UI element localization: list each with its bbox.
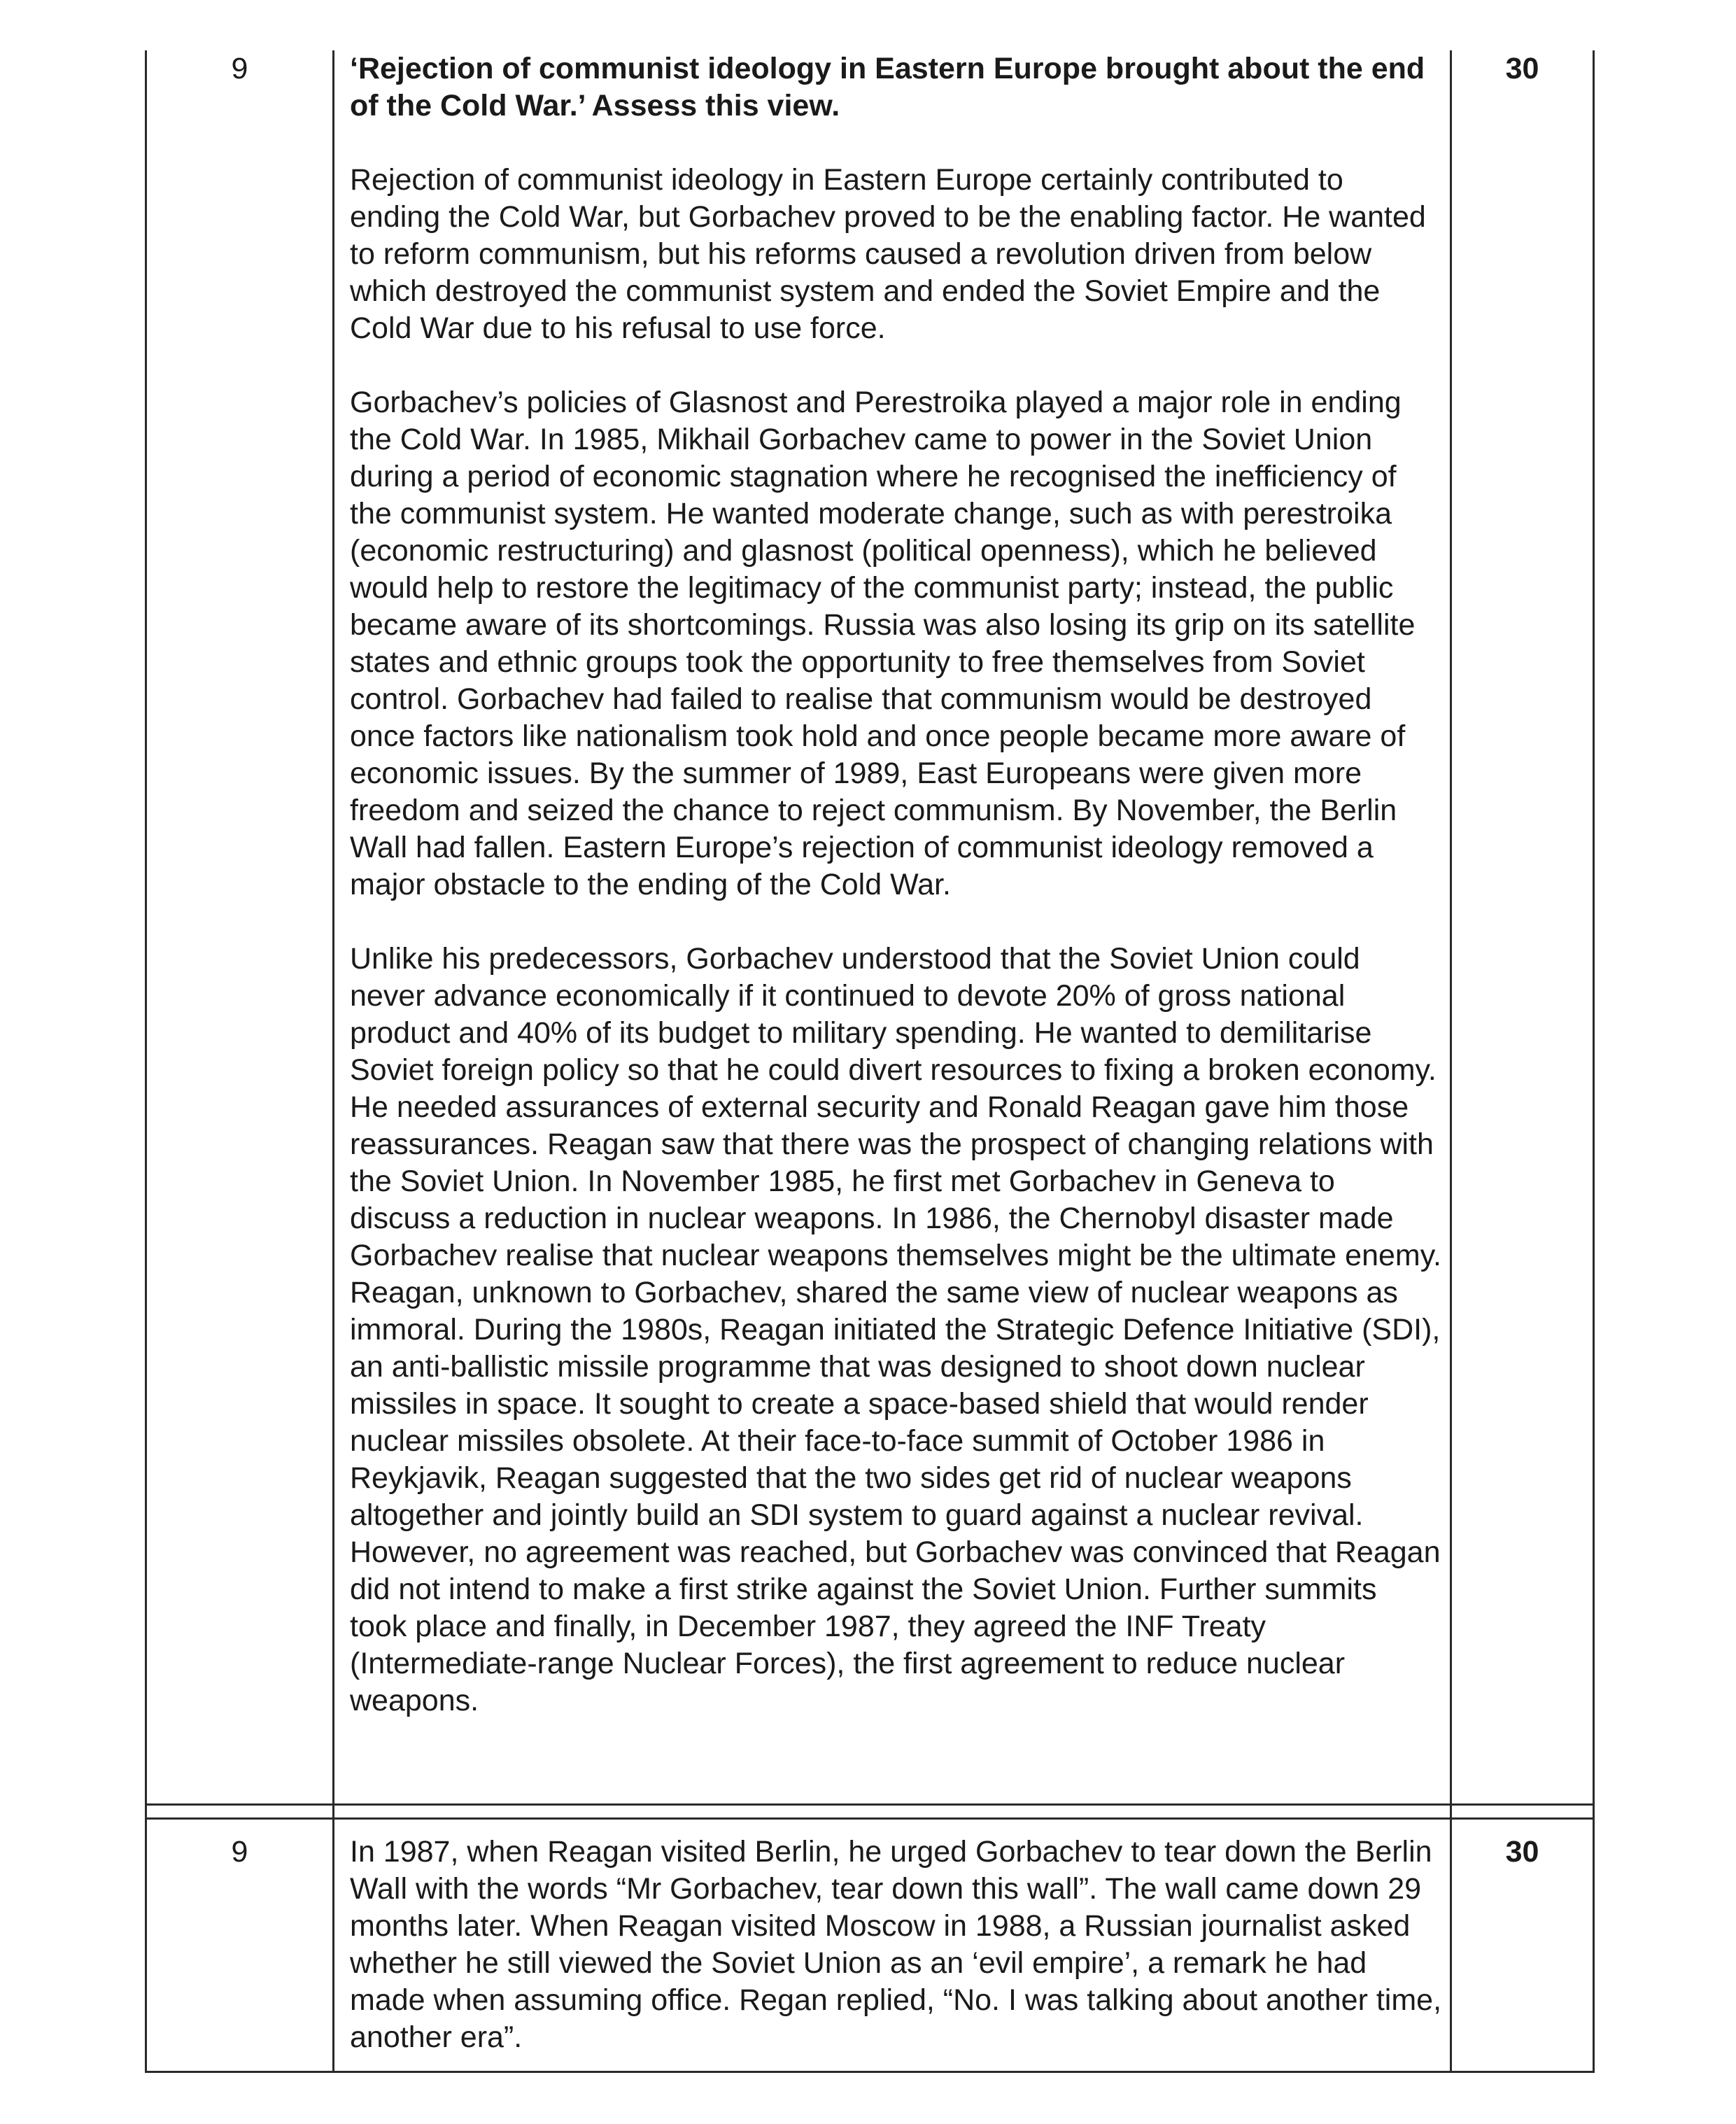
column-divider <box>332 1806 334 1817</box>
mark-scheme-row <box>145 1817 1595 2073</box>
answer-paragraph: Unlike his predecessors, Gorbachev understood that the Soviet Union could never advance economically if it continued to devote 20% of gross national product and 40% of its budget to military spending. He wanted to demilitarise Soviet foreign policy so that he could divert resources to fixing a broken economy. He needed assurances of external security and Ronald Reagan gave him those reassurances. Reagan saw that there was the prospect of changing relations with the Soviet Union. In November 1985, he first met Gorbachev in Geneva to discuss a reduction in nuclear weapons. In 1986, the Chernobyl disaster made Gorbachev realise that nuclear weapons themselves might be the ultimate enemy. Reagan, unknown to Gorbachev, shared the same view of nuclear weapons as immoral. During the 1980s, Reagan initiated the Strategic Defence Initiative (SDI), an anti-ballistic missile programme that was designed to shoot down nuclear missiles in space. It sought to create a space-based shield that would render nuclear missiles obsolete. At their face-to-face summit of October 1986 in Reykjavik, Reagan suggested that the two sides get rid of nuclear weapons altogether and jointly build an SDI system to guard against a nuclear revival. However, no agreement was reached, but Gorbachev was convinced that Reagan did not intend to make a first strike against the Soviet Union. Further summits took place and finally, in December 1987, they agreed the INF Treaty (Intermediate-range Nuclear Forces), the first agreement to reduce nuclear weapons. <box>350 942 1441 1717</box>
row-separator <box>145 1806 1595 1817</box>
marks-value: 30 <box>1505 1835 1539 1869</box>
question-number: 9 <box>231 52 248 85</box>
mark-scheme-row <box>145 50 1595 1806</box>
answer-cell <box>350 1834 1441 2056</box>
answer-paragraph: Gorbachev’s policies of Glasnost and Perestroika played a major role in ending the Cold War. In 1985, Mikhail Gorbachev came to power in the Soviet Union during a period of economic stagnation where he recognised the inefficiency of the communist system. He wanted moderate change, such as with perestroika (economic restructuring) and glasnost (political openness), which he believed would help to restore the legitimacy of the communist party; instead, the public became aware of its shortcomings. Russia was also losing its grip on its satellite states and ethnic groups took the opportunity to free themselves from Soviet control. Gorbachev had failed to realise that communism would be destroyed once factors like nationalism took hold and once people became more aware of economic issues. By the summer of 1989, East Europeans were given more freedom and seized the chance to reject communism. By November, the Berlin Wall had fallen. Eastern Europe’s rejection of communist ideology removed a major obstacle to the ending of the Cold War. <box>350 386 1416 901</box>
column-divider <box>332 1820 334 2071</box>
column-divider <box>1450 50 1452 1803</box>
answer-paragraph: In 1987, when Reagan visited Berlin, he urged Gorbachev to tear down the Berlin Wall with the words “Mr Gorbachev, tear down this wall”. The wall came down 29 months later. When Reagan visited Moscow in 1988, a Russian journalist asked whether he still viewed the Soviet Union as an ‘evil empire’, a remark he had made when assuming office. Regan replied, “No. I was talking about another time, another era”. <box>350 1835 1442 2054</box>
column-divider <box>332 50 334 1803</box>
marks-value: 30 <box>1505 52 1539 85</box>
answer-paragraph: Rejection of communist ideology in Eastern Europe certainly contributed to ending the Cold War, but Gorbachev proved to be the enabling factor. He wanted to reform communism, but his reforms caused a revolution driven from below which destroyed the communist system and ended the Soviet Empire and the Cold War due to his refusal to use force. <box>350 163 1426 345</box>
question-number: 9 <box>231 1835 248 1869</box>
answer-cell <box>350 50 1441 1719</box>
column-divider <box>1450 1806 1452 1817</box>
question-title: ‘Rejection of communist ideology in Eastern Europe brought about the end of the Cold War.’ Assess this view. <box>350 52 1425 122</box>
